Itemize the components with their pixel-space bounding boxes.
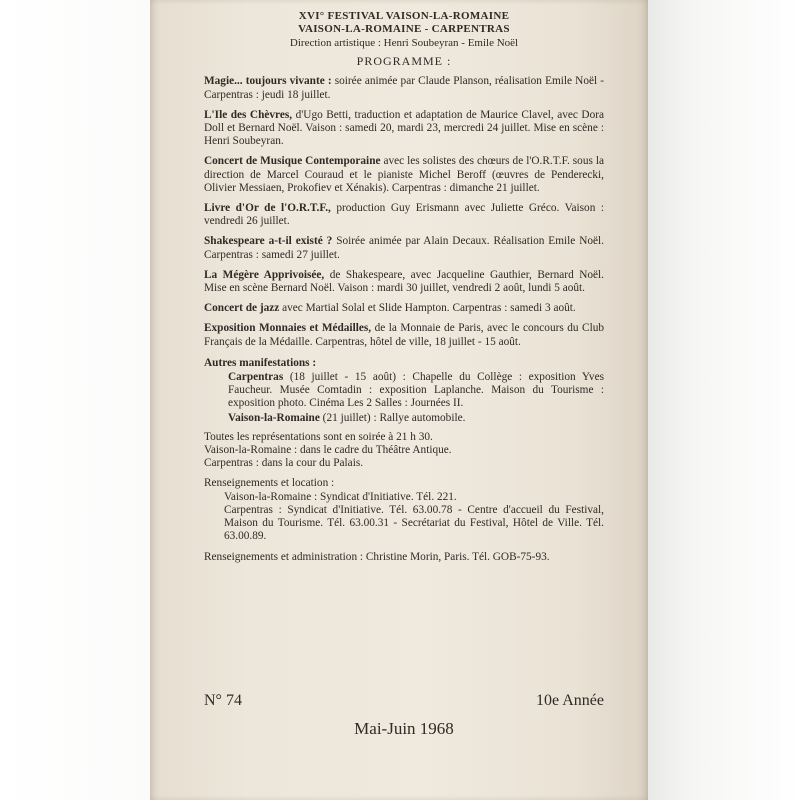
entry-text: d'Ugo Betti, traduction et adaptation de Maurice Clavel, avec Dora Doll et Bernard Noël. Vaison : samedi 20, mardi 23, mercredi 24 juillet. Mise en scène : Henri Soubeyran. [204,108,605,148]
programme-entry [204,155,604,195]
entry-title: Exposition Monnaies et Médailles, [204,322,372,335]
festival-title: XVI° FESTIVAL VAISON-LA-ROMAINE [298,10,510,22]
vaison-label: Vaison-la-Romaine [228,411,320,424]
entry-text: avec Martial Solal et Slide Hampton. Carpentras : samedi 3 août. [279,302,576,315]
carpentras-label: Carpentras [228,371,284,384]
performance-time: Toutes les représentations sont en soirée à 21 h 30. [204,430,433,443]
programme-entry [204,202,604,228]
issue-number: N° 74 [204,692,242,709]
entry-title: Concert de Musique Contemporaine [204,155,381,168]
programme-heading: PROGRAMME : [356,54,452,69]
entry-text: production Guy Erismann avec Juliette Gréco. Vaison : vendredi 26 juillet. [204,202,604,228]
carpentras-events [228,371,604,411]
vaison-text: (21 juillet) : Rallye automobile. [319,411,466,424]
background-left [0,0,150,800]
entry-title: Livre d'Or de l'O.R.T.F., [204,202,331,215]
entry-title: La Mégère Apprivoisée, [204,268,325,281]
programme-entry [204,269,604,295]
background-right [648,0,800,800]
artistic-direction: Direction artistique : Henri Soubeyran - Emile Noël [289,37,519,49]
carpentras-text: (18 juillet - 15 août) : Chapelle du Collège : exposition Yves Faucheur. Musée Comtadin : exposition Laplanche. Maison du Tourisme : exposition photo. Cinéma Les 2 Salles : Journées II. [228,371,604,410]
bookings-vaison: Vaison-la-Romaine : Syndicat d'Initiative. Tél. 221. [224,490,457,503]
programme-entry [204,302,604,315]
entry-text: de Shakespeare, avec Jacqueline Gauthier, Bernard Noël. Mise en scène Bernard Noël. Vaison : mardi 30 juillet, vendredi 2 août, lundi 5 août. [204,268,604,295]
entry-title: L'Ile des Chèvres, [204,108,293,121]
programme-entry [204,322,604,348]
year-of-publication: 10e Année [536,692,604,709]
entry-title: Magie... toujours vivante : [204,75,332,88]
entry-text: avec les solistes des chœurs de l'O.R.T.F. sous la direction de Marcel Couraud et le pianiste Michel Beroff (œuvres de Penderecki, Olivier Messiaen, Prokofiev et Xénakis). Carpentras : dimanche 21 juillet. [204,155,605,194]
programme-entry [204,109,604,149]
bookings-carpentras: Carpentras : Syndicat d'Initiative. Tél. 63.00.78 - Centre d'accueil du Festival, Maison du Tourisme. Tél. 63.00.31 - Secrétariat du Festival, Hôtel de Ville. Tél. 63.00.89. [224,503,604,543]
bookings-info [204,477,604,543]
vaison-venue: Vaison-la-Romaine : dans le cadre du Théâtre Antique. [204,444,452,457]
vaison-events [228,412,604,425]
programme-entry [204,75,604,101]
carpentras-venue: Carpentras : dans la cour du Palais. [204,457,364,470]
bookings-heading: Renseignements et location : [204,477,335,490]
issue-date: Mai-Juin 1968 [354,719,454,738]
festival-locations: VAISON-LA-ROMAINE - CARPENTRAS [298,23,510,35]
entry-text: Soirée animée par Alain Decaux. Réalisation Emile Noël. Carpentras : samedi 27 juillet. [204,235,604,261]
administration-info: Renseignements et administration : Christine Morin, Paris. Tél. GOB-75-93. [204,550,550,563]
entry-text: soirée animée par Claude Planson, réalisation Emile Noël - Carpentras : jeudi 18 juillet. [204,75,604,101]
performance-info [204,431,604,471]
entry-title: Shakespeare a-t-il existé ? [204,235,333,248]
page-content [204,10,605,738]
entry-title: Concert de jazz [204,302,280,315]
entry-text: de la Monnaie de Paris, avec le concours du Club Français de la Médaille. Carpentras, hôtel de ville, 18 juillet - 15 août. [204,322,605,348]
other-events-heading: Autres manifestations : [204,356,317,369]
programme-entry [204,235,604,261]
